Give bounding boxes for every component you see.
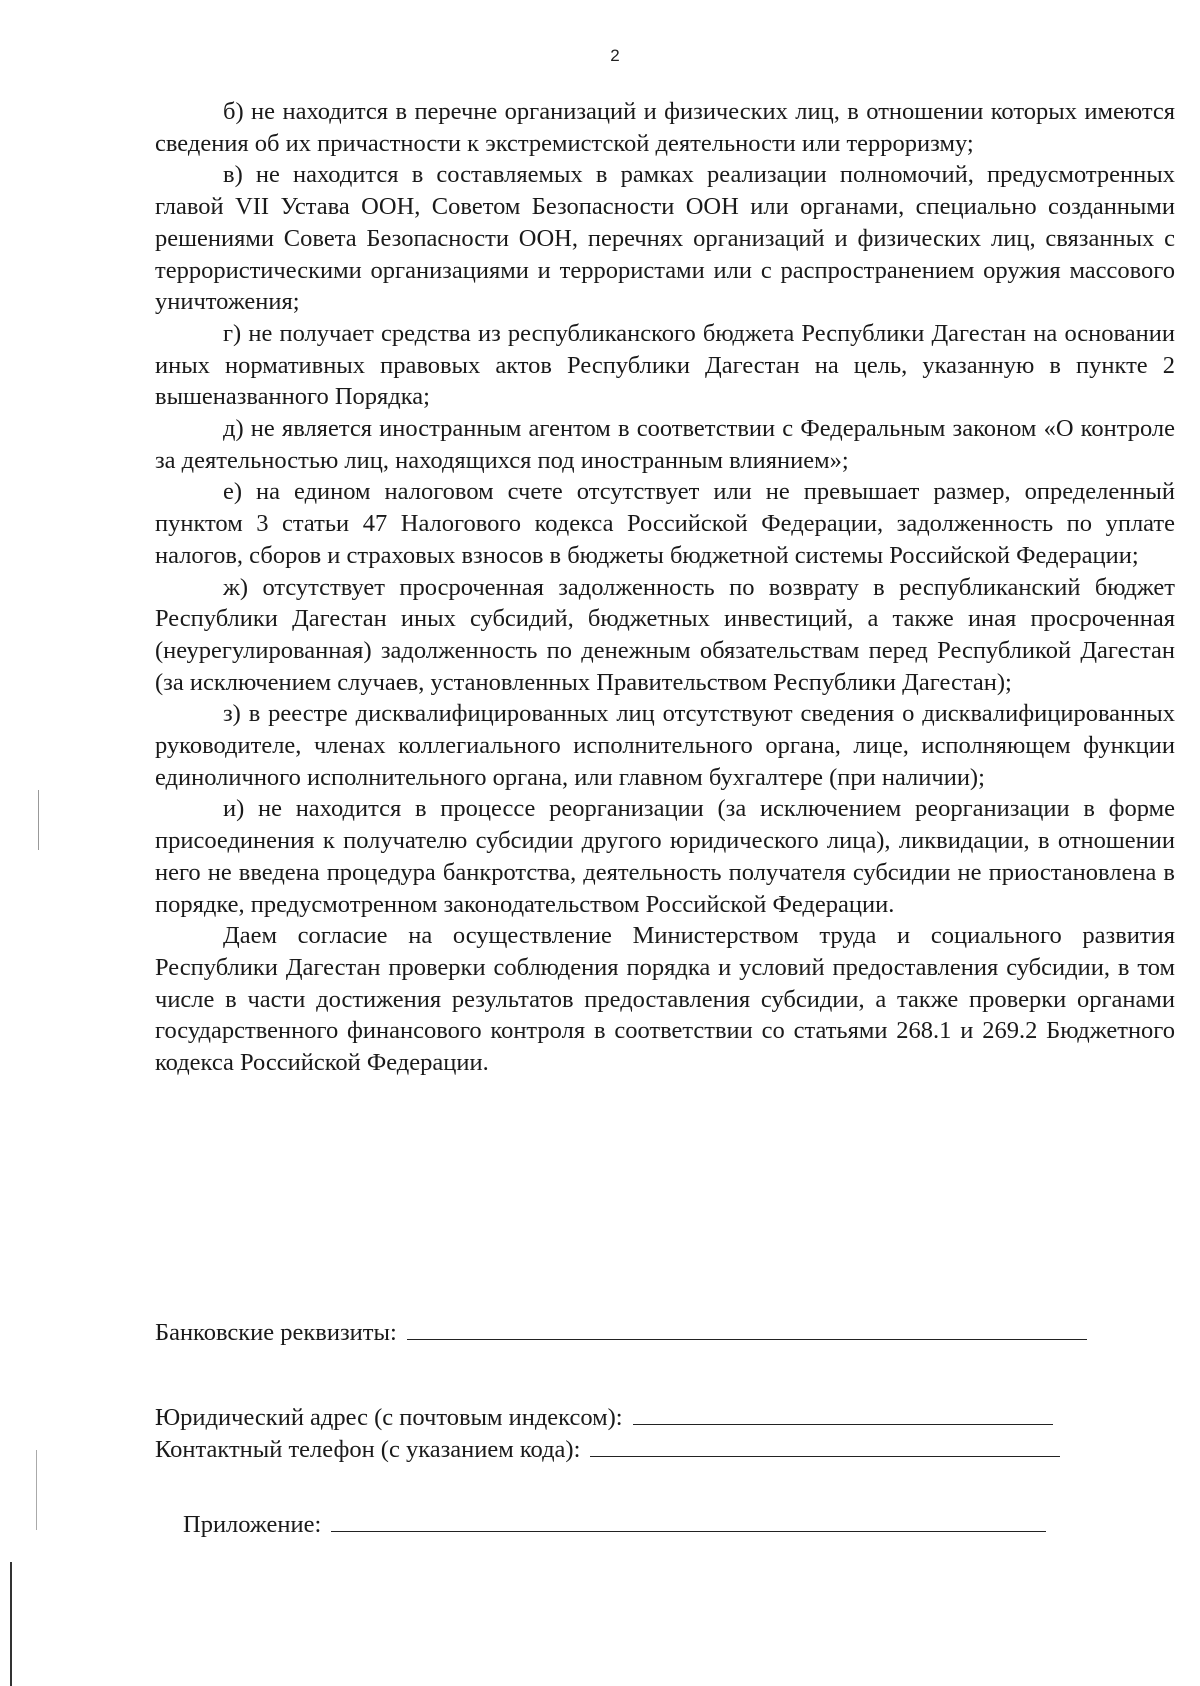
paragraph-z: з) в реестре дисквалифицированных лиц отсутствуют сведения о дисквалифицированных руководителе, членах коллегиального исполнительного органа, лице, исполняющем функции единоличного исполнительного органа, или главном бухгалтере (при наличии); bbox=[155, 700, 1175, 791]
paragraph-i: и) не находится в процессе реорганизации (за исключением реорганизации в форме присоединения к получателю субсидии другого юридического лица), ликвидации, в отношении него не введена процедура банкротства, деятельность получателя субсидии не приостановлена в порядке, предусмотренном законодательством Российской Федерации. bbox=[155, 795, 1175, 918]
page-number: 2 bbox=[610, 46, 620, 65]
contact-phone-blank-line[interactable] bbox=[590, 1434, 1060, 1457]
scan-margin-line bbox=[10, 1562, 12, 1686]
legal-address-blank-line[interactable] bbox=[633, 1402, 1053, 1425]
paragraph-g: г) не получает средства из республиканского бюджета Республики Дагестан на основании иных нормативных правовых актов Республики Дагестан на цель, указанную в пункте 2 вышеназванного Порядка; bbox=[155, 319, 1175, 411]
legal-address-field bbox=[155, 1402, 1053, 1434]
paragraph-e: е) на едином налоговом счете отсутствует или не превышает размер, определенный пунктом 3 статьи 47 Налогового кодекса Российской Федерации, задолженность по уплате налогов, сборов и страховых взносов в бюджеты бюджетной системы Российской Федерации; bbox=[155, 478, 1175, 569]
document-body bbox=[155, 96, 1175, 1079]
bank-details-field bbox=[155, 1317, 1087, 1349]
paragraph-b: б) не находится в перечне организаций и физических лиц, в отношении которых имеются сведения об их причастности к экстремистской деятельности или терроризму; bbox=[155, 98, 1175, 157]
paragraph-zh: ж) отсутствует просроченная задолженность по возврату в республиканский бюджет Республики Дагестан иных субсидий, бюджетных инвестиций, а также иная просроченная (неурегулированная) задолженность по денежным обязательствам перед Республикой Дагестан (за исключением случаев, установленных Правительством Республики Дагестан); bbox=[155, 573, 1175, 696]
legal-address-label: Юридический адрес (с почтовым индексом): bbox=[155, 1404, 623, 1431]
attachment-label: Приложение: bbox=[183, 1511, 322, 1538]
attachment-blank-line[interactable] bbox=[331, 1509, 1046, 1532]
scan-margin-mark bbox=[38, 790, 39, 850]
consent-paragraph: Даем согласие на осуществление Министерством труда и социального развития Республики Дагестан проверки соблюдения порядка и условий предоставления субсидии, в том числе в части достижения результатов предоставления субсидии, а также проверки органами государственного финансового контроля в соответствии со статьями 268.1 и 269.2 Бюджетного кодекса Российской Федерации. bbox=[155, 922, 1175, 1077]
paragraph-v: в) не находится в составляемых в рамках реализации полномочий, предусмотренных главой VII Устава ООН, Советом Безопасности ООН или органами, специально созданными решениями Совета Безопасности ООН, перечнях организаций и физических лиц, связанных с террористическими организациями и террористами или с распространением оружия массового уничтожения; bbox=[155, 161, 1175, 316]
attachment-field bbox=[183, 1509, 1046, 1541]
scan-margin-mark bbox=[36, 1450, 37, 1530]
contact-phone-field bbox=[155, 1434, 1060, 1466]
paragraph-d: д) не является иностранным агентом в соответствии с Федеральным законом «О контроле за деятельностью лиц, находящихся под иностранным влиянием»; bbox=[155, 415, 1175, 474]
contact-phone-label: Контактный телефон (с указанием кода): bbox=[155, 1436, 581, 1463]
bank-details-label: Банковские реквизиты: bbox=[155, 1319, 397, 1346]
bank-details-blank-line[interactable] bbox=[407, 1317, 1087, 1340]
